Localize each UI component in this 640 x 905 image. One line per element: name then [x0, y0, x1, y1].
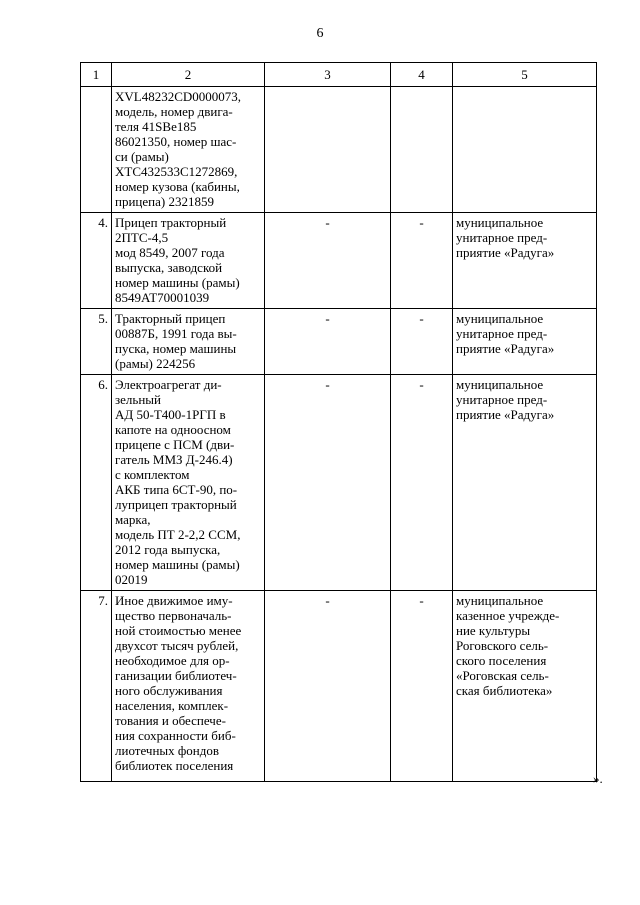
header-col-3: 3 — [265, 63, 391, 87]
holder-line: унитарное пред- — [456, 392, 548, 407]
holder-line: приятие «Радуга» — [456, 407, 555, 422]
description-line: выпуска, заводской — [115, 260, 223, 275]
description-line: ХТС432533С1272869, — [115, 164, 238, 179]
description-line: 00887Б, 1991 года вы- — [115, 326, 237, 341]
description-line: 2ПТС-4,5 — [115, 230, 169, 245]
description-line: (рамы) 224256 — [115, 356, 196, 371]
description-line: ния сохранности биб- — [115, 728, 236, 743]
description-line: населения, комплек- — [115, 698, 229, 713]
description-line: марка, — [115, 512, 151, 527]
holder-line: ского поселения — [456, 653, 547, 668]
column-4-value: - — [391, 309, 453, 375]
description-line: теля 41SBe185 — [115, 119, 197, 134]
description-line: тования и обеспече- — [115, 713, 226, 728]
table-row — [81, 591, 597, 782]
closing-quote-mark: ». — [593, 771, 603, 786]
description-line: ганизации библиотеч- — [115, 668, 237, 683]
description-line: ной стоимостью менее — [115, 623, 242, 638]
description-line: АКБ типа 6СТ-90, по- — [115, 482, 238, 497]
holder-line: Роговского сель- — [456, 638, 549, 653]
column-4-value: - — [391, 591, 453, 782]
row-number: 6. — [81, 375, 112, 591]
description-line: необходимое для ор- — [115, 653, 230, 668]
description-line: XVL48232CD0000073, — [115, 89, 242, 104]
description-line: мод 8549, 2007 года — [115, 245, 225, 260]
holder-organization — [453, 309, 597, 375]
description-line: ного обслуживания — [115, 683, 223, 698]
description-line: си (рамы) — [115, 149, 169, 164]
description-line: прицепа) 2321859 — [115, 194, 214, 209]
description-line: 86021350, номер шас- — [115, 134, 237, 149]
holder-line: приятие «Радуга» — [456, 341, 555, 356]
holder-line: приятие «Радуга» — [456, 245, 555, 260]
description-line: АД 50-Т400-1РГП в — [115, 407, 226, 422]
description-line: пуска, номер машины — [115, 341, 237, 356]
description-line: 02019 — [115, 572, 148, 587]
holder-line: казенное учрежде- — [456, 608, 560, 623]
property-description — [112, 213, 265, 309]
column-4-value: - — [391, 213, 453, 309]
column-4-value: - — [391, 375, 453, 591]
header-col-2: 2 — [112, 63, 265, 87]
property-table — [80, 62, 597, 782]
column-3-value: - — [265, 375, 391, 591]
property-description — [112, 309, 265, 375]
property-description — [112, 87, 265, 213]
description-line: капоте на одноосном — [115, 422, 231, 437]
holder-line: муниципальное — [456, 593, 544, 608]
description-line: библиотек поселения — [115, 758, 234, 773]
description-line: луприцеп тракторный — [115, 497, 237, 512]
table-row — [81, 87, 597, 213]
description-line: модель ПТ 2-2,2 ССМ, — [115, 527, 241, 542]
row-number: 5. — [81, 309, 112, 375]
table-row — [81, 309, 597, 375]
header-col-4: 4 — [391, 63, 453, 87]
holder-line: ская библиотека» — [456, 683, 553, 698]
table-header-row — [81, 63, 597, 87]
description-line: номер машины (рамы) — [115, 275, 240, 290]
table-row — [81, 213, 597, 309]
header-col-5: 5 — [453, 63, 597, 87]
column-3-value: - — [265, 213, 391, 309]
description-line: лиотечных фондов — [115, 743, 220, 758]
holder-organization — [453, 375, 597, 591]
holder-line: ние культуры — [456, 623, 531, 638]
holder-organization — [453, 591, 597, 782]
header-col-1: 1 — [81, 63, 112, 87]
description-line: Прицеп тракторный — [115, 215, 227, 230]
description-line: щество первоначаль- — [115, 608, 232, 623]
description-line: с комплектом — [115, 467, 190, 482]
description-line: Тракторный прицеп — [115, 311, 226, 326]
description-line: номер кузова (кабины, — [115, 179, 240, 194]
row-number: 7. — [81, 591, 112, 782]
description-line: зельный — [115, 392, 161, 407]
column-3-value — [265, 87, 391, 213]
description-line: гатель ММЗ Д-246.4) — [115, 452, 233, 467]
holder-organization — [453, 87, 597, 213]
row-number — [81, 87, 112, 213]
column-4-value — [391, 87, 453, 213]
holder-line: муниципальное — [456, 377, 544, 392]
holder-line: унитарное пред- — [456, 230, 548, 245]
description-line: 2012 года выпуска, — [115, 542, 221, 557]
holder-line: муниципальное — [456, 311, 544, 326]
column-3-value: - — [265, 309, 391, 375]
table-row — [81, 375, 597, 591]
description-line: двухсот тысяч рублей, — [115, 638, 239, 653]
description-line: модель, номер двига- — [115, 104, 233, 119]
description-line: Электроагрегат ди- — [115, 377, 222, 392]
property-description — [112, 591, 265, 782]
holder-organization — [453, 213, 597, 309]
description-line: прицепе с ПСМ (дви- — [115, 437, 235, 452]
description-line: номер машины (рамы) — [115, 557, 240, 572]
holder-line: «Роговская сель- — [456, 668, 549, 683]
property-description — [112, 375, 265, 591]
holder-line: унитарное пред- — [456, 326, 548, 341]
column-3-value: - — [265, 591, 391, 782]
description-line: Иное движимое иму- — [115, 593, 233, 608]
page-number: 6 — [316, 26, 324, 41]
description-line: 8549АТ70001039 — [115, 290, 210, 305]
holder-line: муниципальное — [456, 215, 544, 230]
row-number: 4. — [81, 213, 112, 309]
